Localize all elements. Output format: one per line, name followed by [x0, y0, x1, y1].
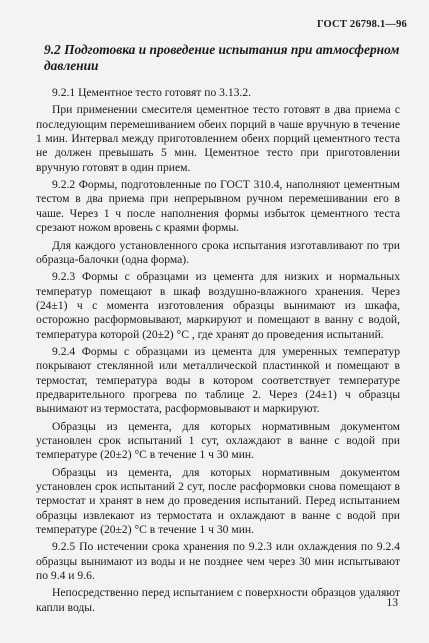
page-number: 13 [386, 597, 398, 609]
paragraph-9-2-5: 9.2.5 По истечении срока хранения по 9.2.3 или охлаждения по 9.2.4 образцы вынимают из воды и не позднее чем через 30 мин испытывают по 9.4 и 9.6. [36, 540, 400, 582]
section-title: 9.2 Подготовка и проведение испытания при атмосферном давлении [44, 42, 400, 73]
paragraph-9-2-2: 9.2.2 Формы, подготовленные по ГОСТ 310.4, наполняют цементным тестом в два приема при непрерывном ручном перемешивании его в чаше. Через 1 ч после наполнения формы избыток цементного теста срезают ножом вровень с краями формы. [36, 178, 400, 235]
body-text [36, 86, 400, 618]
paragraph-9-2-4: 9.2.4 Формы с образцами из цемента для умеренных температур покрывают стеклянной или металлической пластинкой и помещают в термостат, температура воды в котором соответствует температуре предварительного прогрева по таблице 2. Через (24±1) ч образцы вынимают из термостата, расформовывают и маркируют. [36, 344, 400, 416]
paragraph-1-day: Образцы из цемента, для которых нормативным документом установлен срок испытаний 1 сут, охлаждают в ванне с водой при температуре (20±2) °С в течение 1 ч 30 мин. [36, 419, 400, 462]
paragraph-9-2-3: 9.2.3 Формы с образцами из цемента для низких и нормальных температур помещают в шкаф воздушно-влажного хранения. Через (24±1) ч с момента изготовления образцы вынимают из шкафа, осторожно расформовывают, маркируют и помещают в ванну с водой, температура которой (20±2) °С , где хранят до проведения испытаний. [36, 270, 400, 341]
paragraph-9-2-1: 9.2.1 Цементное тесто готовят по 3.13.2. [52, 86, 252, 99]
paragraph-2-days: Образцы из цемента, для которых нормативным документом установлен срок испытаний 2 сут, после расформовки снова помещают в термостат и хранят в нем до проведения испытаний. Перед испытанием образцы извлекают из термостата и охлаждают в ванне с водой при температуре (20±2) °С в течение 1 ч 30 мин. [36, 465, 400, 536]
paragraph-water-drops: Непосредственно перед испытанием с поверхности образцов удаляют капли воды. [36, 586, 400, 614]
paragraph-specimens-count: Для каждого установленного срока испытания изготавливают по три образца-балочки (одна форма). [36, 238, 400, 266]
paragraph-mixer: При применении смесителя цементное тесто готовят в два приема с последующим перемешиванием обеих порций в чаше вручную в течение 1 мин. Интервал между приготовлением обеих порций цементного теста не должен превышать 5 мин. Цементное тесто при приготовлении вручную готовят в один прием. [36, 103, 400, 174]
document-code-header: ГОСТ 26798.1—96 [316, 19, 407, 30]
